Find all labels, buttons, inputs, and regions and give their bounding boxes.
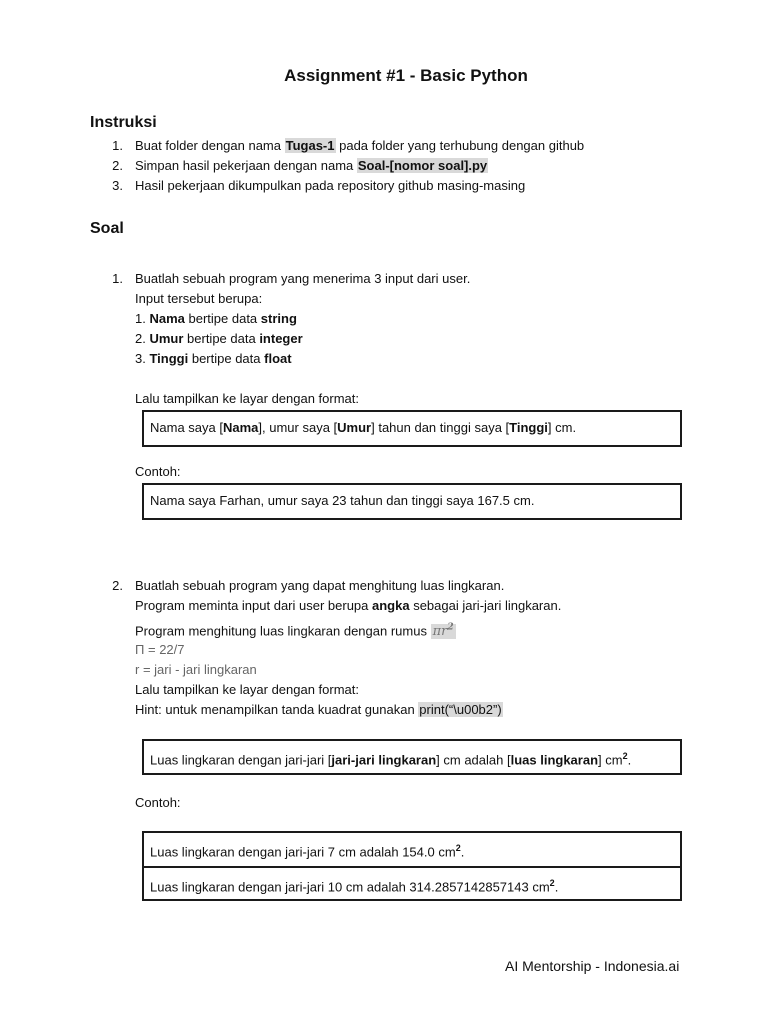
footer-credit: AI Mentorship - Indonesia.ai (505, 958, 680, 974)
q1-format-text: Nama saya [Nama], umur saya [Umur] tahun dan tinggi saya [Tinggi] cm. (150, 420, 577, 435)
q1-format-box (142, 410, 682, 447)
instruksi-heading: Instruksi (90, 114, 157, 131)
q2-hint: Hint: untuk menampilkan tanda kuadrat gunakan print(“\u00b2”) (135, 702, 502, 717)
q2-format-text: Luas lingkaran dengan jari-jari [jari-jari lingkaran] cm adalah [luas lingkaran] $cm^2$. (150, 751, 632, 768)
instruksi-num-3: 3. (112, 178, 123, 193)
q1-input-2: 2. Umur bertipe data integer (135, 331, 303, 346)
q2-line-3: Program menghitung luas lingkaran dengan rumus $\pi r^2$ (135, 623, 454, 640)
q1-contoh-text: Nama saya Farhan, umur saya 23 tahun dan tinggi saya 167.5 cm. (150, 493, 535, 508)
q2-r-def: r = jari - jari lingkaran (135, 662, 257, 677)
instruksi-item-2: Simpan hasil pekerjaan dengan nama Soal-[nomor soal].py (135, 158, 488, 173)
q1-sub: Input tersebut berupa: (135, 291, 263, 306)
q1-number: 1. (112, 271, 123, 286)
file-name-highlight: Soal-[nomor soal].py (357, 158, 488, 173)
q2-contoh-row-2: Luas lingkaran dengan jari-jari 10 cm adalah 314.2857142857143 $cm^2$. (144, 866, 680, 899)
q2-format-label: Lalu tampilkan ke layar dengan format: (135, 682, 360, 697)
q1-format-label: Lalu tampilkan ke layar dengan format: (135, 391, 360, 406)
q2-contoh-label: Contoh: (135, 795, 181, 810)
instruksi-num-1: 1. (112, 138, 123, 153)
q2-format-box (142, 739, 682, 775)
q2-contoh-table (142, 831, 682, 901)
instruksi-item-1: Buat folder dengan nama Tugas-1 pada folder yang terhubung dengan github (135, 138, 585, 153)
folder-name-highlight: Tugas-1 (285, 138, 335, 153)
q1-input-1: 1. Nama bertipe data string (135, 311, 297, 326)
q2-line-2: Program meminta input dari user berupa angka sebagai jari-jari lingkaran. (135, 598, 562, 613)
q1-intro: Buatlah sebuah program yang menerima 3 input dari user. (135, 271, 471, 286)
q2-number: 2. (112, 578, 123, 593)
q1-input-3: 3. Tinggi bertipe data float (135, 351, 292, 366)
q2-pi-def: Π = 22/7 (135, 642, 185, 657)
q2-intro: Buatlah sebuah program yang dapat menghitung luas lingkaran. (135, 578, 505, 593)
page-title: Assignment #1 - Basic Python (284, 66, 528, 85)
hint-code-highlight: print(“\u00b2”) (419, 702, 502, 717)
q1-contoh-label: Contoh: (135, 464, 181, 479)
instruksi-item-3: Hasil pekerjaan dikumpulkan pada repository github masing-masing (135, 178, 526, 193)
q1-contoh-box (142, 483, 682, 520)
area-formula: $\pi r^2$ (432, 623, 454, 640)
soal-heading: Soal (90, 220, 124, 237)
q2-contoh-row-1: Luas lingkaran dengan jari-jari 7 cm adalah 154.0 $cm^2$. (150, 843, 465, 860)
instruksi-num-2: 2. (112, 158, 123, 173)
